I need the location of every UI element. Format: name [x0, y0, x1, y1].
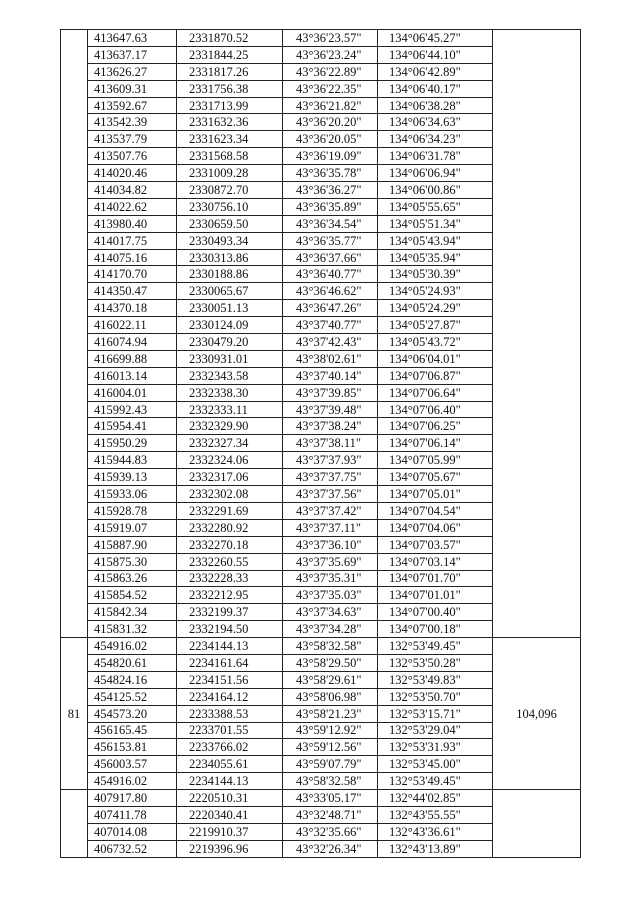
- longitude-cell: 134°05'43.94": [378, 232, 493, 249]
- x-coordinate-cell: 413637.17: [88, 46, 177, 63]
- x-coordinate-cell: 407411.78: [88, 806, 177, 823]
- longitude-cell: 134°06'40.17": [378, 80, 493, 97]
- longitude-cell: 132°44'02.85": [378, 790, 493, 807]
- y-coordinate-cell: 2332317.06: [177, 469, 283, 486]
- longitude-cell: 134°07'00.18": [378, 621, 493, 638]
- latitude-cell: 43°37'35.03": [283, 587, 378, 604]
- x-coordinate-cell: 416022.11: [88, 317, 177, 334]
- latitude-cell: 43°37'37.42": [283, 502, 378, 519]
- x-coordinate-cell: 415939.13: [88, 469, 177, 486]
- y-coordinate-cell: 2332338.30: [177, 384, 283, 401]
- latitude-cell: 43°36'35.77": [283, 232, 378, 249]
- y-coordinate-cell: 2331632.36: [177, 114, 283, 131]
- x-coordinate-cell: 414022.62: [88, 198, 177, 215]
- y-coordinate-cell: 2234144.13: [177, 773, 283, 790]
- x-coordinate-cell: 415933.06: [88, 486, 177, 503]
- y-coordinate-cell: 2234161.64: [177, 654, 283, 671]
- latitude-cell: 43°37'39.48": [283, 401, 378, 418]
- x-coordinate-cell: 413537.79: [88, 131, 177, 148]
- latitude-cell: 43°36'22.89": [283, 63, 378, 80]
- y-coordinate-cell: 2331623.34: [177, 131, 283, 148]
- latitude-cell: 43°32'26.34": [283, 840, 378, 857]
- y-coordinate-cell: 2332260.55: [177, 553, 283, 570]
- latitude-cell: 43°37'36.10": [283, 536, 378, 553]
- longitude-cell: 134°07'05.67": [378, 469, 493, 486]
- y-coordinate-cell: 2332270.18: [177, 536, 283, 553]
- longitude-cell: 134°06'38.28": [378, 97, 493, 114]
- longitude-cell: 134°06'00.86": [378, 182, 493, 199]
- latitude-cell: 43°37'35.69": [283, 553, 378, 570]
- longitude-cell: 132°53'15.71": [378, 705, 493, 722]
- y-coordinate-cell: 2330872.70: [177, 182, 283, 199]
- latitude-cell: 43°36'20.20": [283, 114, 378, 131]
- latitude-cell: 43°37'37.11": [283, 519, 378, 536]
- coordinates-table-body: [61, 30, 581, 858]
- latitude-cell: 43°58'32.58": [283, 638, 378, 655]
- latitude-cell: 43°36'46.62": [283, 283, 378, 300]
- longitude-cell: 134°07'05.01": [378, 486, 493, 503]
- longitude-cell: 134°06'42.89": [378, 63, 493, 80]
- longitude-cell: 134°06'04.01": [378, 350, 493, 367]
- longitude-cell: 134°06'34.23": [378, 131, 493, 148]
- y-coordinate-cell: 2233701.55: [177, 722, 283, 739]
- y-coordinate-cell: 2332291.69: [177, 502, 283, 519]
- longitude-cell: 132°43'55.55": [378, 806, 493, 823]
- table-row: [61, 30, 581, 47]
- x-coordinate-cell: 414370.18: [88, 300, 177, 317]
- y-coordinate-cell: 2332302.08: [177, 486, 283, 503]
- latitude-cell: 43°59'12.56": [283, 739, 378, 756]
- x-coordinate-cell: 406732.52: [88, 840, 177, 857]
- longitude-cell: 134°07'05.99": [378, 452, 493, 469]
- latitude-cell: 43°36'37.66": [283, 249, 378, 266]
- y-coordinate-cell: 2332199.37: [177, 604, 283, 621]
- latitude-cell: 43°36'35.89": [283, 198, 378, 215]
- longitude-cell: 134°07'03.57": [378, 536, 493, 553]
- y-coordinate-cell: 2330931.01: [177, 350, 283, 367]
- y-coordinate-cell: 2332329.90: [177, 418, 283, 435]
- longitude-cell: 132°53'50.28": [378, 654, 493, 671]
- y-coordinate-cell: 2331568.58: [177, 148, 283, 165]
- latitude-cell: 43°37'35.31": [283, 570, 378, 587]
- longitude-cell: 134°05'51.34": [378, 215, 493, 232]
- longitude-cell: 132°53'49.45": [378, 638, 493, 655]
- x-coordinate-cell: 416013.14: [88, 367, 177, 384]
- x-coordinate-cell: 415954.41: [88, 418, 177, 435]
- x-coordinate-cell: 413542.39: [88, 114, 177, 131]
- x-coordinate-cell: 416004.01: [88, 384, 177, 401]
- y-coordinate-cell: 2331713.99: [177, 97, 283, 114]
- longitude-cell: 132°53'31.93": [378, 739, 493, 756]
- y-coordinate-cell: 2331817.26: [177, 63, 283, 80]
- x-coordinate-cell: 415992.43: [88, 401, 177, 418]
- x-coordinate-cell: 415887.90: [88, 536, 177, 553]
- x-coordinate-cell: 456153.81: [88, 739, 177, 756]
- latitude-cell: 43°36'35.78": [283, 165, 378, 182]
- x-coordinate-cell: 454916.02: [88, 773, 177, 790]
- y-coordinate-cell: 2330479.20: [177, 334, 283, 351]
- y-coordinate-cell: 2330313.86: [177, 249, 283, 266]
- y-coordinate-cell: 2330756.10: [177, 198, 283, 215]
- latitude-cell: 43°37'34.28": [283, 621, 378, 638]
- x-coordinate-cell: 414020.46: [88, 165, 177, 182]
- latitude-cell: 43°36'21.82": [283, 97, 378, 114]
- latitude-cell: 43°37'34.63": [283, 604, 378, 621]
- longitude-cell: 134°06'06.94": [378, 165, 493, 182]
- y-coordinate-cell: 2331844.25: [177, 46, 283, 63]
- x-coordinate-cell: 413592.67: [88, 97, 177, 114]
- latitude-cell: 43°36'47.26": [283, 300, 378, 317]
- longitude-cell: 132°53'49.45": [378, 773, 493, 790]
- plot-number-cell: [61, 30, 88, 638]
- x-coordinate-cell: 407917.80: [88, 790, 177, 807]
- longitude-cell: 134°05'30.39": [378, 266, 493, 283]
- x-coordinate-cell: 414350.47: [88, 283, 177, 300]
- x-coordinate-cell: 415950.29: [88, 435, 177, 452]
- area-cell: 104,096: [493, 638, 581, 790]
- x-coordinate-cell: 415919.07: [88, 519, 177, 536]
- latitude-cell: 43°58'29.61": [283, 671, 378, 688]
- latitude-cell: 43°36'23.57": [283, 30, 378, 47]
- y-coordinate-cell: 2332324.06: [177, 452, 283, 469]
- longitude-cell: 134°05'24.93": [378, 283, 493, 300]
- latitude-cell: 43°36'20.05": [283, 131, 378, 148]
- x-coordinate-cell: 413647.63: [88, 30, 177, 47]
- y-coordinate-cell: 2234164.12: [177, 688, 283, 705]
- x-coordinate-cell: 454824.16: [88, 671, 177, 688]
- latitude-cell: 43°37'39.85": [283, 384, 378, 401]
- longitude-cell: 134°05'35.94": [378, 249, 493, 266]
- x-coordinate-cell: 415863.26: [88, 570, 177, 587]
- x-coordinate-cell: 454820.61: [88, 654, 177, 671]
- longitude-cell: 134°06'34.63": [378, 114, 493, 131]
- x-coordinate-cell: 413626.27: [88, 63, 177, 80]
- x-coordinate-cell: 413980.40: [88, 215, 177, 232]
- longitude-cell: 134°07'06.40": [378, 401, 493, 418]
- y-coordinate-cell: 2332212.95: [177, 587, 283, 604]
- longitude-cell: 134°07'00.40": [378, 604, 493, 621]
- latitude-cell: 43°36'36.27": [283, 182, 378, 199]
- y-coordinate-cell: 2330124.09: [177, 317, 283, 334]
- longitude-cell: 134°05'43.72": [378, 334, 493, 351]
- latitude-cell: 43°37'38.24": [283, 418, 378, 435]
- y-coordinate-cell: 2330051.13: [177, 300, 283, 317]
- x-coordinate-cell: 414034.82: [88, 182, 177, 199]
- y-coordinate-cell: 2332194.50: [177, 621, 283, 638]
- latitude-cell: 43°37'37.75": [283, 469, 378, 486]
- longitude-cell: 134°06'45.27": [378, 30, 493, 47]
- longitude-cell: 134°06'44.10": [378, 46, 493, 63]
- longitude-cell: 132°53'50.70": [378, 688, 493, 705]
- y-coordinate-cell: 2332228.33: [177, 570, 283, 587]
- latitude-cell: 43°36'22.35": [283, 80, 378, 97]
- x-coordinate-cell: 415854.52: [88, 587, 177, 604]
- x-coordinate-cell: 415928.78: [88, 502, 177, 519]
- x-coordinate-cell: 454125.52: [88, 688, 177, 705]
- area-cell: [493, 790, 581, 858]
- latitude-cell: 43°36'19.09": [283, 148, 378, 165]
- y-coordinate-cell: 2330493.34: [177, 232, 283, 249]
- longitude-cell: 134°07'01.70": [378, 570, 493, 587]
- latitude-cell: 43°59'07.79": [283, 756, 378, 773]
- latitude-cell: 43°58'29.50": [283, 654, 378, 671]
- x-coordinate-cell: 415944.83: [88, 452, 177, 469]
- latitude-cell: 43°38'02.61": [283, 350, 378, 367]
- latitude-cell: 43°36'23.24": [283, 46, 378, 63]
- latitude-cell: 43°37'40.77": [283, 317, 378, 334]
- x-coordinate-cell: 413609.31: [88, 80, 177, 97]
- longitude-cell: 132°43'13.89": [378, 840, 493, 857]
- x-coordinate-cell: 415831.32: [88, 621, 177, 638]
- y-coordinate-cell: 2330065.67: [177, 283, 283, 300]
- latitude-cell: 43°32'35.66": [283, 823, 378, 840]
- latitude-cell: 43°59'12.92": [283, 722, 378, 739]
- x-coordinate-cell: 413507.76: [88, 148, 177, 165]
- latitude-cell: 43°37'37.56": [283, 486, 378, 503]
- x-coordinate-cell: 407014.08: [88, 823, 177, 840]
- latitude-cell: 43°36'40.77": [283, 266, 378, 283]
- longitude-cell: 134°07'03.14": [378, 553, 493, 570]
- y-coordinate-cell: 2234144.13: [177, 638, 283, 655]
- longitude-cell: 132°53'49.83": [378, 671, 493, 688]
- table-row: [61, 638, 581, 655]
- x-coordinate-cell: 414017.75: [88, 232, 177, 249]
- y-coordinate-cell: 2332327.34: [177, 435, 283, 452]
- x-coordinate-cell: 456165.45: [88, 722, 177, 739]
- longitude-cell: 132°53'45.00": [378, 756, 493, 773]
- y-coordinate-cell: 2332280.92: [177, 519, 283, 536]
- x-coordinate-cell: 416074.94: [88, 334, 177, 351]
- longitude-cell: 134°05'55.65": [378, 198, 493, 215]
- x-coordinate-cell: 454916.02: [88, 638, 177, 655]
- y-coordinate-cell: 2219910.37: [177, 823, 283, 840]
- y-coordinate-cell: 2332343.58: [177, 367, 283, 384]
- longitude-cell: 134°05'27.87": [378, 317, 493, 334]
- longitude-cell: 134°07'04.06": [378, 519, 493, 536]
- longitude-cell: 134°05'24.29": [378, 300, 493, 317]
- y-coordinate-cell: 2331870.52: [177, 30, 283, 47]
- coordinates-table: [60, 29, 581, 858]
- latitude-cell: 43°58'21.23": [283, 705, 378, 722]
- x-coordinate-cell: 415842.34: [88, 604, 177, 621]
- y-coordinate-cell: 2219396.96: [177, 840, 283, 857]
- area-cell: [493, 30, 581, 638]
- latitude-cell: 43°37'42.43": [283, 334, 378, 351]
- y-coordinate-cell: 2331009.28: [177, 165, 283, 182]
- latitude-cell: 43°37'38.11": [283, 435, 378, 452]
- longitude-cell: 134°07'06.25": [378, 418, 493, 435]
- longitude-cell: 134°06'31.78": [378, 148, 493, 165]
- longitude-cell: 134°07'06.87": [378, 367, 493, 384]
- longitude-cell: 134°07'04.54": [378, 502, 493, 519]
- latitude-cell: 43°37'40.14": [283, 367, 378, 384]
- y-coordinate-cell: 2330659.50: [177, 215, 283, 232]
- x-coordinate-cell: 414075.16: [88, 249, 177, 266]
- y-coordinate-cell: 2234151.56: [177, 671, 283, 688]
- longitude-cell: 134°07'06.64": [378, 384, 493, 401]
- x-coordinate-cell: 415875.30: [88, 553, 177, 570]
- latitude-cell: 43°58'32.58": [283, 773, 378, 790]
- y-coordinate-cell: 2233766.02: [177, 739, 283, 756]
- y-coordinate-cell: 2330188.86: [177, 266, 283, 283]
- latitude-cell: 43°33'05.17": [283, 790, 378, 807]
- y-coordinate-cell: 2233388.53: [177, 705, 283, 722]
- latitude-cell: 43°32'48.71": [283, 806, 378, 823]
- longitude-cell: 132°53'29.04": [378, 722, 493, 739]
- y-coordinate-cell: 2332333.11: [177, 401, 283, 418]
- longitude-cell: 134°07'01.01": [378, 587, 493, 604]
- y-coordinate-cell: 2331756.38: [177, 80, 283, 97]
- x-coordinate-cell: 454573.20: [88, 705, 177, 722]
- y-coordinate-cell: 2234055.61: [177, 756, 283, 773]
- latitude-cell: 43°37'37.93": [283, 452, 378, 469]
- longitude-cell: 132°43'36.61": [378, 823, 493, 840]
- latitude-cell: 43°58'06.98": [283, 688, 378, 705]
- x-coordinate-cell: 416699.88: [88, 350, 177, 367]
- y-coordinate-cell: 2220510.31: [177, 790, 283, 807]
- plot-number-cell: [61, 790, 88, 858]
- plot-number-cell: 81: [61, 638, 88, 790]
- longitude-cell: 134°07'06.14": [378, 435, 493, 452]
- table-row: [61, 790, 581, 807]
- y-coordinate-cell: 2220340.41: [177, 806, 283, 823]
- x-coordinate-cell: 456003.57: [88, 756, 177, 773]
- x-coordinate-cell: 414170.70: [88, 266, 177, 283]
- latitude-cell: 43°36'34.54": [283, 215, 378, 232]
